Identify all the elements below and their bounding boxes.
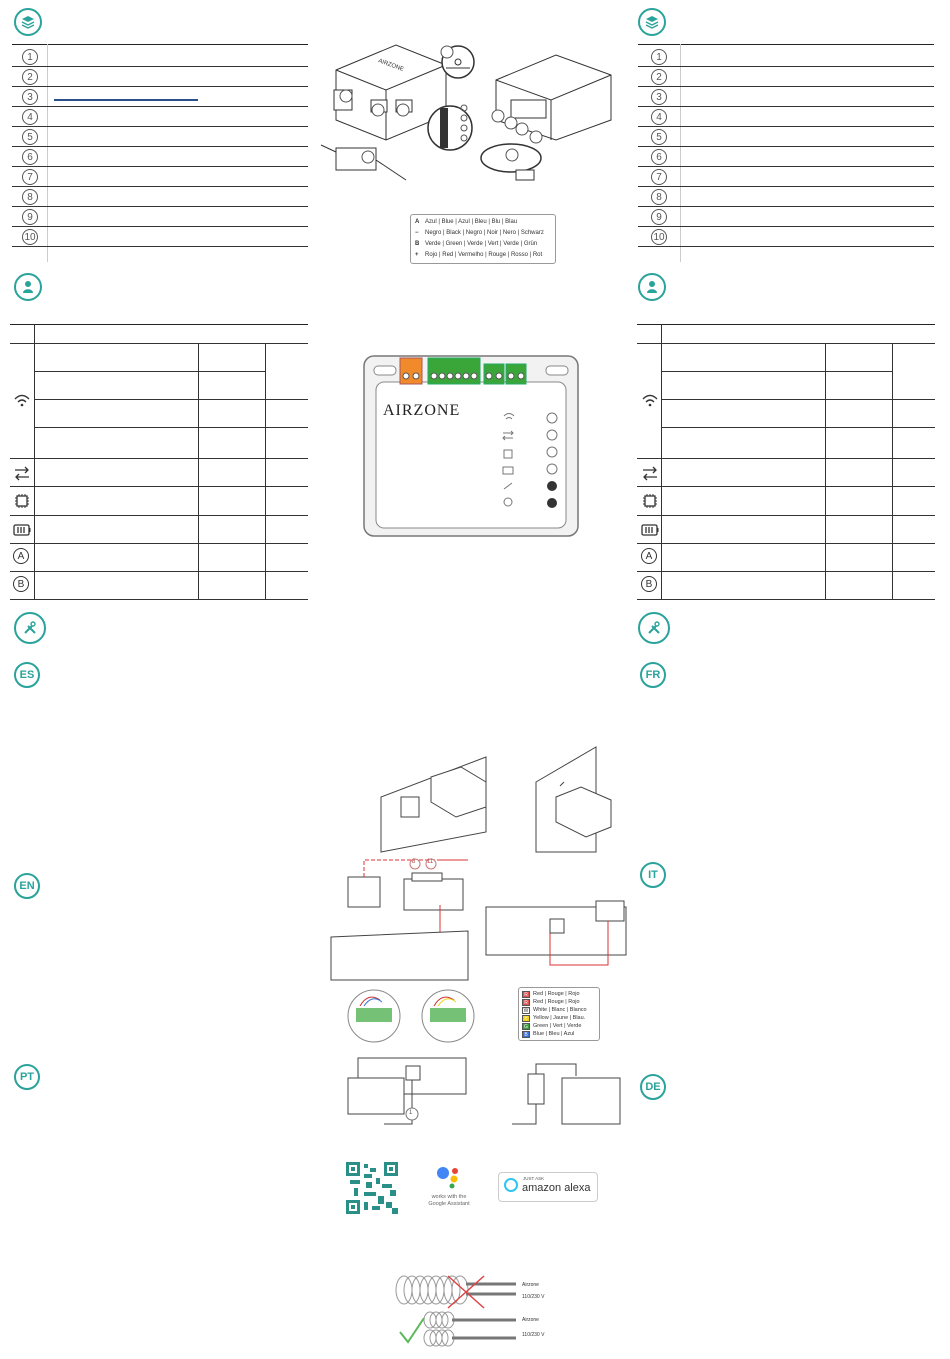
wire-legend-text: White | Blanc | Blanco [533, 1007, 587, 1013]
color-legend-symbol: A [415, 219, 420, 225]
parts-table-row-line [12, 226, 308, 227]
lang-badge-pt: PT [14, 1064, 40, 1090]
layers-icon [638, 8, 666, 36]
parts-table-row-line [638, 226, 934, 227]
parts-table-row-line [12, 126, 308, 127]
cable-label-bottom-brand: Airzone [522, 1317, 539, 1323]
parts-table-row-line [12, 86, 308, 87]
chip-icon [13, 492, 31, 510]
color-legend-text: Azul | Blue | Azul | Bleu | Blu | Blau [425, 219, 518, 225]
color-legend-symbol: B [415, 241, 420, 247]
led-row-letter-b: B [13, 576, 29, 592]
lang-badge-en: EN [14, 873, 40, 899]
led-table-right [637, 324, 935, 600]
part-number-badge: 3 [651, 89, 667, 105]
cable-label-bottom-voltage: 110/230 V [522, 1332, 545, 1338]
data-transfer-icon [13, 464, 31, 482]
battery-icon [641, 521, 659, 539]
wire-legend-item [522, 990, 596, 998]
user-manual-icon [638, 273, 666, 301]
part-number-badge: 8 [22, 189, 38, 205]
part-number-badge: 6 [651, 149, 667, 165]
connector-zoom-illustration [346, 986, 476, 1046]
color-legend-item [415, 250, 551, 261]
led-table-left [10, 324, 308, 600]
device-front-view [362, 354, 580, 538]
wire-legend-item [522, 998, 596, 1006]
parts-table-row-line [12, 146, 308, 147]
wire-legend-item [522, 1014, 596, 1022]
wire-legend-item [522, 1030, 596, 1038]
color-legend-text: Rojo | Red | Vermelho | Rouge | Rosso | Rot [425, 252, 543, 258]
tools-icon [638, 612, 670, 644]
parts-table-left [12, 44, 308, 262]
amazon-alexa-badge: JUST ASK amazon alexa [498, 1172, 598, 1202]
part-number-badge: 6 [22, 149, 38, 165]
part-number-badge: 1 [22, 49, 38, 65]
part-number-badge: 3 [22, 89, 38, 105]
wire-legend-text: Red | Rouge | Rojo [533, 999, 580, 1005]
user-manual-icon [14, 273, 42, 301]
led-row-letter-a: A [13, 548, 29, 564]
wire-legend-item [522, 1022, 596, 1030]
parts-table-right [638, 44, 934, 262]
led-row-letter-a: A [641, 548, 657, 564]
parts-table-row-line [638, 66, 934, 67]
color-legend-item [415, 217, 551, 228]
data-transfer-icon [641, 464, 659, 482]
device-exploded-illustration [316, 40, 626, 190]
parts-table-row-line [638, 166, 934, 167]
connector-label-11: 11 [427, 859, 434, 865]
lang-badge-de: DE [640, 1074, 666, 1100]
part-number-badge: 8 [651, 189, 667, 205]
tools-icon [14, 612, 46, 644]
lang-badge-it: IT [640, 862, 666, 888]
wire-legend-text: Yellow | Jaune | Blau. [533, 1015, 586, 1021]
parts-table-row-line [12, 206, 308, 207]
part-number-badge: 2 [22, 69, 38, 85]
parts-table-row-line [638, 246, 934, 247]
cable-separation-diagram [386, 1272, 526, 1348]
wire-color-legend [410, 214, 556, 264]
cable-label-top-brand: Airzone [522, 1282, 539, 1288]
wire-color-swatch: G [522, 1023, 530, 1030]
chip-icon [641, 492, 659, 510]
alexa-ring-icon [504, 1178, 518, 1192]
wifi-icon [13, 392, 31, 410]
lang-badge-es: ES [14, 662, 40, 688]
wire-color-swatch: W [523, 1007, 529, 1014]
led-row-letter-b: B [641, 576, 657, 592]
wire-legend-text: Green | Vert | Verde [533, 1023, 582, 1029]
color-legend-symbol: + [415, 252, 419, 258]
wall-mount-illustration [376, 742, 626, 857]
qr-code[interactable] [346, 1162, 398, 1214]
part-number-badge: 4 [651, 109, 667, 125]
part-number-badge: 1 [651, 49, 667, 65]
color-legend-item [415, 228, 551, 239]
part-number-badge: 7 [651, 169, 667, 185]
parts-table-row-line [12, 186, 308, 187]
wire-legend-text: Red | Rouge | Rojo [533, 991, 580, 997]
lang-badge-fr: FR [640, 662, 666, 688]
parts-table-row-line [638, 206, 934, 207]
google-assistant-text: works with the Google Assistant [428, 1194, 470, 1207]
wire-code-legend [518, 987, 600, 1041]
google-assistant-logo [436, 1165, 462, 1189]
wire-legend-text: Blue | Bleu | Azul [533, 1031, 575, 1037]
wire-legend-item [522, 1006, 596, 1014]
connector-label-8: 8 [412, 859, 416, 865]
part-number-badge: 10 [651, 229, 667, 245]
parts-table-row-line [12, 246, 308, 247]
wifi-icon [641, 392, 659, 410]
color-legend-item [415, 239, 551, 250]
parts-table-row-line [638, 146, 934, 147]
parts-table-row-line [638, 126, 934, 127]
parts-table-row-line [12, 106, 308, 107]
wiring-diagram [328, 855, 628, 985]
part-number-badge: 5 [651, 129, 667, 145]
color-legend-text: Negro | Black | Negro | Noir | Nero | Schwarz [425, 230, 544, 236]
color-legend-symbol: − [415, 230, 419, 236]
battery-icon [13, 521, 31, 539]
part-number-badge: 9 [22, 209, 38, 225]
layers-icon [14, 8, 42, 36]
parts-table-row-line [638, 106, 934, 107]
part-number-badge: 5 [22, 129, 38, 145]
part-number-badge: 7 [22, 169, 38, 185]
wire-color-swatch: B [522, 1031, 530, 1038]
callout-1: 1 [409, 1110, 413, 1116]
color-legend-text: Verde | Green | Verde | Vert | Verde | Grün [425, 241, 538, 247]
parts-table-row-line [638, 186, 934, 187]
ethernet-connection-diagram [344, 1054, 470, 1134]
wire-color-swatch: R [522, 999, 530, 1006]
link-underline [54, 99, 198, 101]
parts-table-row-line [12, 66, 308, 67]
svg-text:AIRZONE: AIRZONE [377, 58, 405, 74]
cable-label-top-voltage: 110/230 V [522, 1294, 545, 1300]
parts-table-row-line [12, 166, 308, 167]
part-number-badge: 4 [22, 109, 38, 125]
part-number-badge: 9 [651, 209, 667, 225]
airzone-logo: AIRZONE [383, 402, 461, 419]
wire-color-swatch: Y [522, 1015, 530, 1022]
wire-color-swatch: R [522, 991, 530, 998]
power-supply-diagram [512, 1058, 622, 1128]
part-number-badge: 2 [651, 69, 667, 85]
part-number-badge: 10 [22, 229, 38, 245]
parts-table-row-line [638, 86, 934, 87]
